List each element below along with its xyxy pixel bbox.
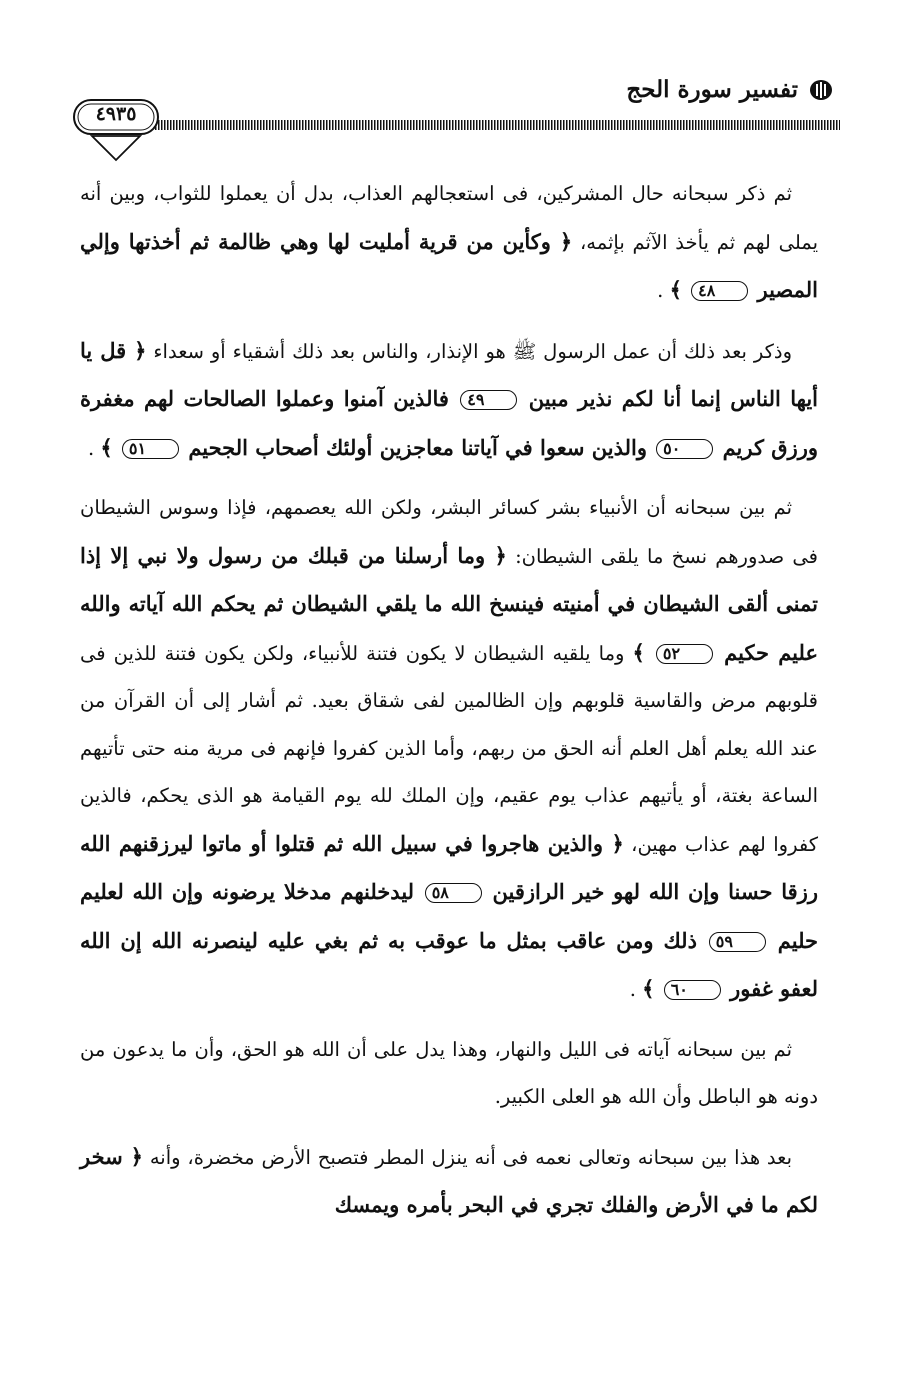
page-body [80,170,818,1242]
paragraph-3 [80,484,818,1014]
prose-text: ثم بين سبحانه أن الأنبياء بشر كسائر البشر، ولكن الله يعصمهم، فإذا وسوس الشيطان فى صدورهم نسخ ما يلقى الشيطان: [80,496,818,568]
page-title: تفسير سورة الحج [626,76,798,103]
quran-verse: ذلك ومن عاقب بمثل ما عوقب به ثم بغي عليه لينصرنه الله إن الله لعفو غفور [80,927,818,1001]
page-header [60,70,840,160]
verse-number: ٦٠ [664,980,721,1000]
quran-bracket: ﴾ [642,976,655,1001]
verse-number: ٥٢ [656,644,713,664]
quran-verse: ﴿ وما أرسلنا من قبلك من رسول ولا نبي إلا إذا تمنى ألقى الشيطان في أمنيته فينسخ الله ما يلقي الشيطان ثم يحكم الله آياته والله عليم حكيم [80,542,818,665]
prose-text: بعد هذا بين سبحانه وتعالى نعمه فى أنه ينزل المطر فتصبح الأرض مخضرة، وأنه [149,1145,793,1169]
quran-bracket: ﴾ [632,639,645,665]
quran-verse: ﴿ قل يا أيها الناس إنما أنا لكم نذير مبين [80,337,819,411]
paragraph-1 [80,170,818,315]
paragraph-5 [80,1133,818,1230]
prose-text: . [657,279,664,302]
prose-text: وذكر بعد ذلك أن عمل الرسول ﷺ هو الإنذار، والناس بعد ذلك أشقياء أو سعداء [153,339,792,363]
prose-text: ثم ذكر سبحانه حال المشركين، فى استعجالهم العذاب، بدل أن يعملوا للثواب، وبين أنه يملى لهم ثم يأخذ الآثم بإثمه، [80,182,819,254]
quran-verse: ﴿ والذين هاجروا في سبيل الله ثم قتلوا أو ماتوا ليرزقنهم الله رزقا حسنا وإن الله لهو خير الرازقين [80,830,819,904]
quran-verse: ﴿ سخر لكم ما في الأرض والفلك تجري في البحر بأمره ويمسك [80,1143,818,1217]
flower-ornament-icon [808,78,834,102]
verse-number: ٥٠ [656,439,713,459]
prose-text: . [88,436,95,460]
prose-text: ثم بين سبحانه آياته فى الليل والنهار، وهذا يدل على أن الله هو الحق، وأن ما يدعون من دونه هو الباطل وأن الله هو العلى الكبير. [80,1037,818,1108]
verse-number: ٥١ [122,439,179,459]
quran-bracket: ﴾ [669,277,682,302]
paragraph-4 [80,1026,818,1121]
quran-bracket: ﴾ [100,434,113,460]
quran-verse: فالذين آمنوا وعملوا الصالحات لهم مغفرة ورزق كريم [80,386,818,460]
quran-verse: ليدخلنهم مدخلا يرضونه وإن الله لعليم حليم [80,879,818,953]
verse-number: ٥٩ [709,932,766,952]
verse-number: ٤٨ [691,281,748,301]
prose-text: . [629,978,636,1001]
header-rule [155,120,840,130]
prose-text: وما يلقيه الشيطان لا يكون فتنة للأنبياء، ولكن يكون فتنة للذين فى قلوبهم مرض والقاسية قلوبهم وإن الظالمين لفى شقاق بعيد. ثم أشار إلى أن القرآن من عند الله يعلم أهل العلم أنه الحق من ربهم، وأما الذين كفروا فإنهم فى مرية منه حتى تأتيهم الساعة بغتة، أو يأتيهم عذاب يوم عقيم، وإن الملك لله يوم القيامة هو الذى يحكم، فالذين كفروا لهم عذاب مهين، [80,641,818,856]
verse-number: ٤٩ [460,390,517,410]
verse-number: ٥٨ [425,883,482,903]
quran-verse: والذين سعوا في آياتنا معاجزين أولئك أصحاب الجحيم [188,434,647,460]
page-number: ٤٩٣٥ [95,103,137,125]
quran-verse: ﴿ وكأين من قرية أمليت لها وهي ظالمة ثم أخذتها وإلي المصير [80,228,818,302]
paragraph-2 [80,327,818,473]
